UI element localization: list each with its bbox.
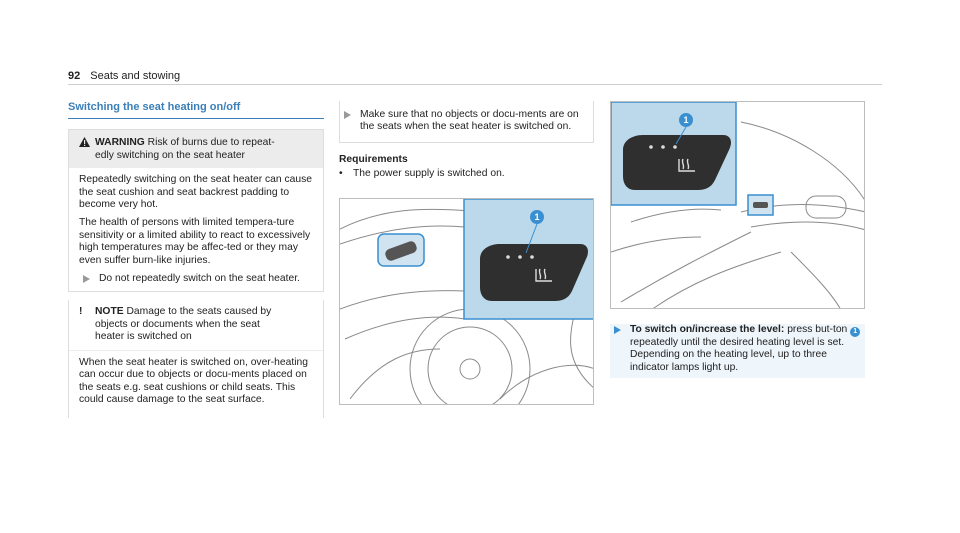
warning-para-2: The health of persons with limited tempera-ture sensitivity or a limited ability to react to excessively high temperatures may be affec-ted or they may even suffer burn-like injuries. — [79, 217, 311, 266]
requirements-title: Requirements — [339, 153, 408, 165]
right-step — [610, 324, 865, 378]
header-divider — [68, 84, 882, 85]
note-body — [69, 351, 323, 419]
warning-step — [79, 273, 313, 285]
left-column — [68, 101, 324, 426]
requirement-item — [339, 168, 594, 180]
bullet-icon: • — [339, 168, 343, 180]
dashboard-drawing — [611, 102, 865, 309]
warning-heading — [95, 137, 275, 162]
middle-step-text: Make sure that no objects or docu-ments are on the seats when the seat heater is switched on. — [360, 109, 579, 133]
seat-heater-door-illustration — [339, 198, 594, 405]
note-body-text: When the seat heater is switched on, over-heating can occur due to objects or docu-ments placed on the seats e.g. seat cushions or child seats. This could cause damage to the seat surface. — [79, 356, 308, 405]
callout-badge: 1 — [850, 327, 860, 337]
note-heading — [95, 306, 271, 343]
note-text-3: heater is switched on — [95, 331, 192, 343]
right-step-text-3: Depending on the heating level, up to three indicator lamps light up. — [630, 349, 827, 373]
seat-heater-dashboard-illustration — [610, 101, 865, 309]
middle-step-box — [339, 101, 594, 143]
warning-icon — [79, 137, 95, 162]
right-step-content — [630, 324, 861, 374]
exclamation-icon: ! — [79, 306, 83, 318]
warning-label: WARNING — [95, 137, 145, 149]
callout-number: 1 — [683, 115, 689, 125]
warning-body — [69, 168, 323, 291]
door-drawing — [340, 199, 594, 405]
note-box — [68, 300, 324, 418]
step-arrow-icon — [614, 326, 621, 334]
right-step-text-1: press but-ton — [787, 324, 848, 335]
warning-text-1: Risk of burns due to repeat- — [147, 137, 275, 149]
middle-column — [339, 101, 594, 181]
note-text-1: Damage to the seats caused by — [126, 306, 272, 318]
warning-para-1: Repeatedly switching on the seat heater can cause the seat cushion and seat backrest padding to become very hot. — [79, 174, 312, 211]
section-title: Switching the seat heating on/off — [68, 101, 324, 119]
note-header — [69, 300, 323, 350]
right-step-bold: To switch on/increase the level: — [630, 324, 785, 335]
section-name: Seats and stowing — [90, 70, 181, 82]
step-arrow-icon — [83, 275, 90, 283]
step-arrow-icon — [344, 111, 351, 119]
warning-step-text: Do not repeatedly switch on the seat heater. — [99, 273, 300, 285]
warning-box — [68, 129, 324, 292]
requirement-text: The power supply is switched on. — [353, 168, 505, 180]
middle-step — [340, 109, 583, 134]
callout-number: 1 — [534, 212, 540, 222]
right-step-text-2: repeatedly until the desired heating level is set. — [630, 337, 845, 348]
page-number: 92 — [68, 70, 81, 82]
right-column — [610, 324, 865, 378]
note-text-2: objects or documents when the seat — [95, 318, 260, 330]
warning-header — [69, 130, 323, 168]
note-label: NOTE — [95, 306, 124, 318]
warning-text-2: edly switching on the seat heater — [95, 149, 245, 161]
page-header — [68, 70, 180, 82]
